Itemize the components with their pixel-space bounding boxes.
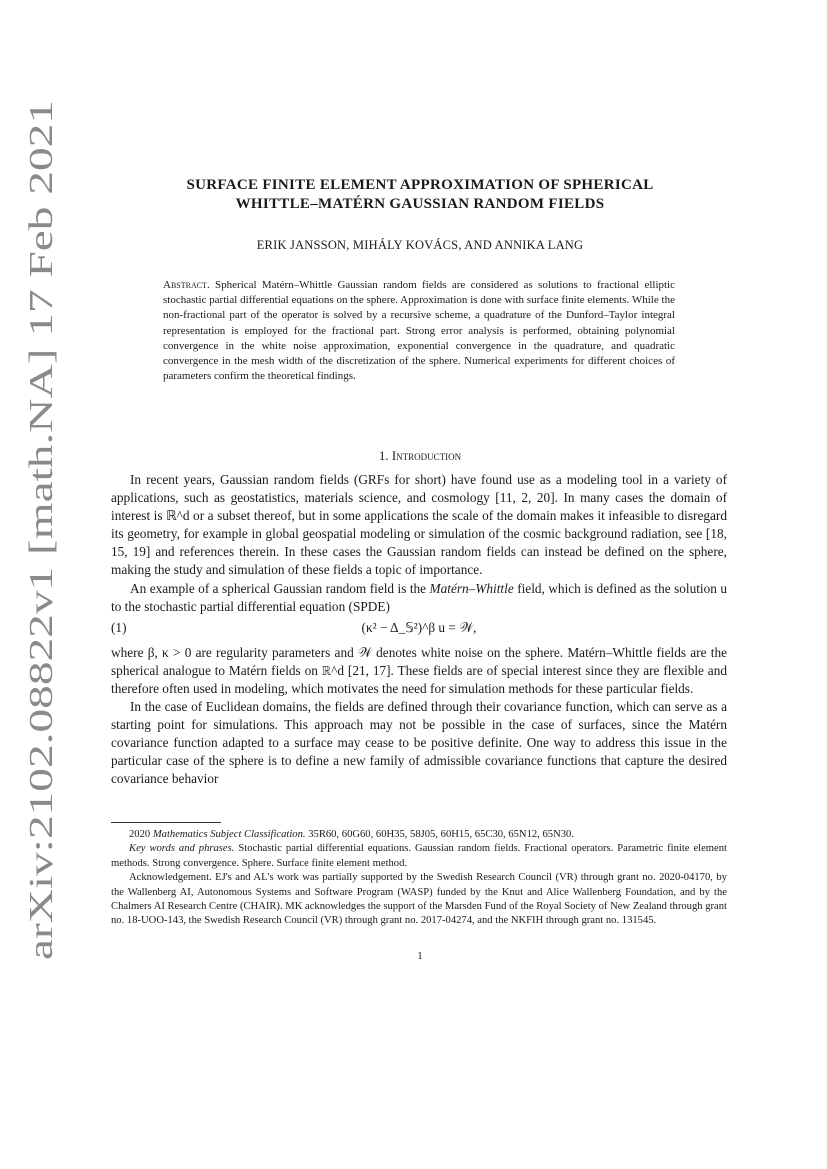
- paragraph-2-start: An example of a spherical Gaussian random field is the: [130, 580, 427, 596]
- keywords-text: Stochastic partial differential equations. Gaussian random fields. Fractional operators. Parametric finite element methods. Strong convergence. Sphere. Surface finite element method.: [111, 843, 727, 869]
- footnote-rule: [111, 822, 221, 823]
- acknowledgement: Acknowledgement. EJ's and AL's work was partially supported by the Swedish Research Council (VR) through grant no. 2020-04170, by the Wallenberg AI, Autonomous Systems and Software Program (WASP) funded by the Knut and Alice Wallenberg Foundation, and by the Chalmers AI Research Centre (CHAIR). MK acknowledges the support of the Marsden Fund of the Royal Society of New Zealand through grant no. 18-UOO-143, the Swedish Research Council (VR) through grant no. 2017-04274, and the NKFIH through grant no. 131545.: [111, 872, 727, 927]
- paragraph-4: In the case of Euclidean domains, the fields are defined through their covariance function, which can serve as a starting point for simulations. This approach may not be possible in the case of surfaces, since the Matérn covariance function adapted to a surface may cease to be positive definite. One way to address this issue in the particular case of the sphere is to define a new family of admissible covariance functions that capture the desired covariance behavior: [111, 699, 727, 787]
- body-text: [111, 471, 727, 789]
- section-heading: [100, 448, 740, 464]
- paper-title-line-2: WHITTLE–MATÉRN GAUSSIAN RANDOM FIELDS: [235, 196, 605, 212]
- msc-codes: 35R60, 60G60, 60H35, 58J05, 60H15, 65C30, 65N12, 65N30.: [308, 829, 574, 840]
- paragraph-1: In recent years, Gaussian random fields (GRFs for short) have found use as a modeling tool in a variety of applications, such as geostatistics, materials science, and cosmology [11, 2, 20]. In many cases the domain of interest is ℝ^d or a subset thereof, but in some applications the scale of the domain makes it infeasible to disregard its geometry, for example in global geospatial modeling or simulation of the cosmic background radiation, see [18, 15, 19] and references therein. In these cases the Gaussian random fields can instead be defined on the sphere, making the study and simulation of these fields a topic of importance.: [111, 472, 727, 578]
- section-title: Introduction: [391, 448, 462, 463]
- keywords-label: Key words and phrases.: [129, 843, 235, 855]
- equation-number: (1): [111, 619, 127, 635]
- paper-title-line-1: SURFACE FINITE ELEMENT APPROXIMATION OF SPHERICAL: [186, 177, 654, 193]
- keywords-footnote: [111, 842, 727, 871]
- page-number: 1: [417, 950, 423, 962]
- matern-whittle-term: Matérn–Whittle: [429, 580, 514, 596]
- msc-year: 2020: [129, 829, 151, 840]
- msc-footnote: [111, 828, 727, 842]
- paper-title: [100, 176, 740, 214]
- section-number: 1.: [378, 448, 389, 463]
- paragraph-2: [111, 580, 727, 616]
- equation-spde: (κ² − Δ_𝕊²)^β u = 𝒲,: [361, 619, 477, 635]
- paragraph-2-end: field, which is defined as the solution u to the stochastic partial differential equation (SPDE): [111, 580, 728, 614]
- footnotes: [111, 828, 727, 929]
- abstract-label: Abstract.: [163, 279, 210, 291]
- abstract-text: Spherical Matérn–Whittle Gaussian random fields are considered as solutions to fractional elliptic stochastic partial differential equations on the sphere. Approximation is done with surface finite elements. While the non-fractional part of the operator is solved by a recursive scheme, a quadrature of the Dunford–Taylor integral representation is employed for the fractional part. Strong error analysis is performed, obtaining polynomial convergence in the white noise approximation, exponential convergence in the quadrature, and quadratic convergence in the mesh width of the discretization of the sphere. Numerical experiments for different choices of parameters confirm the theoretical findings.: [163, 279, 675, 383]
- arxiv-stamp-text: arXiv:2102.08822v1 [math.NA] 17 Feb 2021: [23, 342, 60, 960]
- author-list: ERIK JANSSON, MIHÁLY KOVÁCS, AND ANNIKA LANG: [256, 238, 584, 252]
- paragraph-3: where β, κ > 0 are regularity parameters and 𝒲 denotes white noise on the sphere. Matérn–Whittle fields are the spherical analogue to Matérn fields on ℝ^d [21, 17]. These fields are of special interest since they are flexible and therefore often used in modeling, which motivates the need for simulation methods for these particular fields.: [111, 644, 727, 696]
- equation-1: [111, 617, 727, 641]
- abstract: [163, 278, 675, 384]
- msc-label: Mathematics Subject Classification.: [152, 829, 306, 840]
- arxiv-stamp: [10, 90, 66, 970]
